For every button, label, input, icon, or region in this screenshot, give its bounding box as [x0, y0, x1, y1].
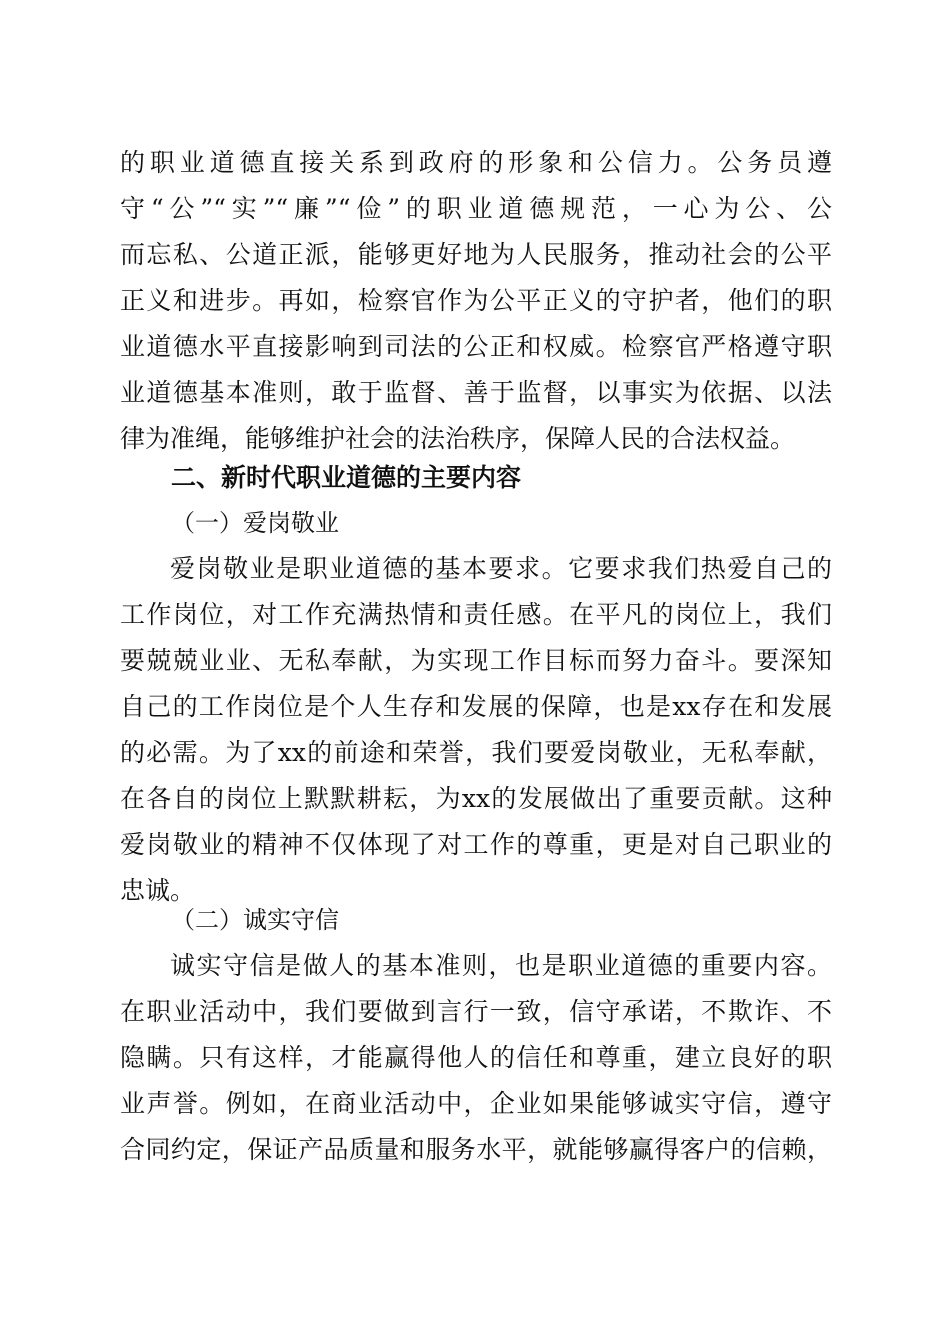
text-line: 业道德基本准则，敢于监督、善于监督，以事实为依据、以法 — [120, 378, 832, 407]
text-line: 在各自的岗位上默默耕耘，为xx的发展做出了重要贡献。这种 — [120, 784, 832, 813]
text-line: 的职业道德直接关系到政府的形象和公信力。公务员遵 — [120, 148, 832, 177]
text-line: 隐瞒。只有这样，才能赢得他人的信任和尊重，建立良好的职 — [120, 1043, 832, 1072]
text-line: 业声誉。例如，在商业活动中，企业如果能够诚实守信，遵守 — [120, 1089, 832, 1118]
text-line: 爱岗敬业是职业道德的基本要求。它要求我们热爱自己的 — [170, 554, 832, 583]
paragraph-government-ethics — [120, 140, 832, 462]
text-line: 而忘私、公道正派，能够更好地为人民服务，推动社会的公平 — [120, 240, 832, 269]
text-line: 业道德水平直接影响到司法的公正和权威。检察官严格遵守职 — [120, 332, 832, 361]
text-line: 合同约定，保证产品质量和服务水平，就能够赢得客户的信赖， — [120, 1135, 832, 1164]
subsection-heading-dedication: （一）爱岗敬业 — [171, 509, 339, 537]
text-line: 的必需。为了xx的前途和荣誉，我们要爱岗敬业，无私奉献， — [120, 738, 832, 767]
section-heading: 二、新时代职业道德的主要内容 — [171, 463, 522, 492]
text-line: 律为准绳，能够维护社会的法治秩序，保障人民的合法权益。 — [120, 424, 796, 453]
text-line: 忠诚。 — [120, 876, 196, 905]
text-line: 诚实守信是做人的基本准则，也是职业道德的重要内容。 — [170, 951, 832, 980]
subsection-heading-honesty: （二）诚实守信 — [171, 906, 339, 934]
text-line: 自己的工作岗位是个人生存和发展的保障，也是xx存在和发展 — [120, 692, 832, 721]
text-line: 工作岗位，对工作充满热情和责任感。在平凡的岗位上，我们 — [120, 600, 832, 629]
text-line: 正义和进步。再如，检察官作为公平正义的守护者，他们的职 — [120, 286, 832, 315]
paragraph-dedication — [120, 546, 832, 914]
paragraph-honesty — [120, 943, 832, 1173]
text-line: 爱岗敬业的精神不仅体现了对工作的尊重，更是对自己职业的 — [120, 830, 832, 859]
text-line: 要兢兢业业、无私奉献，为实现工作目标而努力奋斗。要深知 — [120, 646, 832, 675]
text-line: 在职业活动中，我们要做到言行一致，信守承诺，不欺诈、不 — [120, 997, 832, 1026]
text-line: 守“公”“实”“廉”“俭”的职业道德规范，一心为公、公 — [120, 194, 832, 223]
